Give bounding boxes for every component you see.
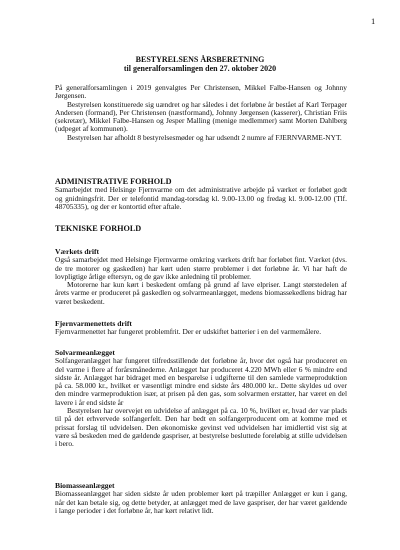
title-line-2: til generalforsamlingen den 27. oktober 2020 [123,64,277,73]
bio-heading: Biomasseanlægget [55,481,115,490]
sol-section [55,349,347,449]
sol-heading: Solvarmeanlægget [55,348,115,357]
tech-heading-block [55,225,347,233]
net-section [55,320,347,337]
tech-heading: TEKNISKE FORHOLD [55,224,142,233]
admin-heading: ADMINISTRATIVE FORHOLD [55,177,172,186]
intro-paragraph-3: Bestyrelsen har afholdt 8 bestyrelsesmøder og har udsendt 2 numre af FJERNVARME-NYT. [67,132,342,142]
intro-paragraph-1: På generalforsamlingen i 2019 genvalgtes Per Christensen, Mikkel Falbe-Hansen og Johnny Jørgensen. [55,83,347,101]
intro-section [55,84,347,142]
net-paragraph: Fjernvarmenettet har fungeret problemfrit. Der er udskiftet batterier i en del varmemålere. [55,327,322,337]
net-heading: Fjernvarmenettets drift [55,319,132,328]
bio-paragraph: Biomasseanlægget har siden sidste år uden problemer kørt på træpiller Anlægget er kun i gang, når det kan betale sig, og dette betyder, at anlægget med de lave gaspriser, der har været gældende i lange perioder i det forløbne år, har kørt relativt lidt. [55,489,347,515]
title-line-1: BESTYRELSENS ÅRSBERETNING [135,55,265,64]
intro-paragraph-2: Bestyrelsen konstituerede sig uændret og har således i det forløbne år bestået af Karl Terpager Andersen (formand), Per Christensen (næstformand), Johnny Jørgensen (kasserer), Christian Friis (sekretær), Mikkel Falbe-Hansen og Jesper Malling (menige medlemmer) samt Morten Dahlberg (udpeget af kommunen). [55,99,347,134]
vaerk-paragraph-1: Også samarbejdet med Helsinge Fjernvarme omkring værkets drift har forløbet fint. Værket (dvs. de tre motorer og gaskedlen) har kørt uden større problemer i det forløbne år. Vi har haft de lovpligtige årlige eftersyn, og de gav ikke anledning til problemer. [55,255,347,281]
admin-paragraph: Samarbejdet med Helsinge Fjernvarme om det administrative arbejde på værket er forløbet godt og gnidningsfrit. Der er telefontid mandag-torsdag kl. 9.00-13.00 og fredag kl. 9.00-12.00 (Tlf. 48705335), og der er kontortid efter aftale. [55,185,347,211]
vaerk-paragraph-2: Motorerne har kun kørt i beskedent omfang på grund af lave elpriser. Langt størstedelen af årets varme er produceret på gaskedlen og solvarmeanlægget, medens biomassekedlens bidrag har været beskedent. [55,280,347,306]
document-title [0,55,400,73]
sol-paragraph-2: Bestyrelsen har overvejet en udvidelse af anlægget på ca. 10 %, hvilket er, hvad der var plads til på det erhvervede solfangerfelt. Den har bedt en solfangerproducent om at komme med et prissat forslag til udvidelsen. Den økonomiske gevinst ved udvidelsen har imidlertid vist sig at være så beskeden med de gældende gaspriser, at bestyrelse besluttede foreløbig at stille udvidelsen i bero. [55,406,347,449]
sol-paragraph-1: Solfangeranlægget har fungeret tilfredsstillende det forløbne år, hvor det også har produceret en del varme i flere af forårsmånederne. Anlægget har produceret 4.220 MWh eller 6 % mindre end sidste år. Anlægget har bidraget med en besparelse i udgifterne til den samlede varmeproduktion på ca. 58.000 kr., hvilket er væsentligt mindre end sidste års 480.000 kr.. Dette skyldes ud over den mindre varmeproduktion især, at prisen på den gas, som solvarmen erstatter, har været en del lavere i år end sidste år [55,356,347,407]
page-number: 1 [371,16,376,26]
vaerk-section [55,248,347,306]
admin-section [55,178,347,211]
vaerk-heading: Værkets drift [55,247,100,256]
bio-section [55,482,347,515]
